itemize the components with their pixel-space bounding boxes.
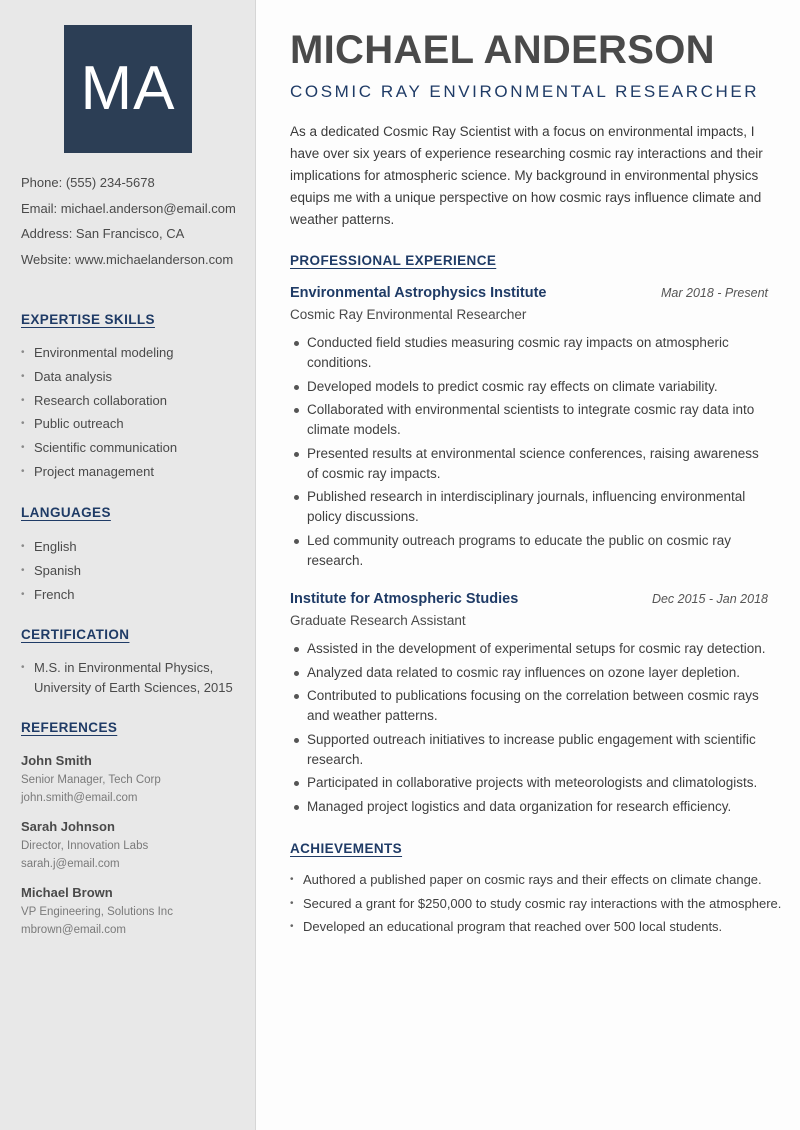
- contact-email: Email: michael.anderson@email.com: [21, 200, 236, 216]
- reference-email: mbrown@email.com: [21, 923, 126, 936]
- achievement-item: • Authored a published paper on cosmic rays and their effects on climate change.: [290, 870, 770, 890]
- reference-email: john.smith@email.com: [21, 791, 138, 804]
- language-item: • English: [21, 537, 246, 557]
- reference-name: Michael Brown: [21, 885, 113, 900]
- skill-item: • Research collaboration: [21, 391, 246, 411]
- candidate-name: MICHAEL ANDERSON: [290, 28, 715, 72]
- languages-list: [21, 537, 246, 608]
- certification-list: [21, 658, 246, 701]
- job-bullet: Analyzed data related to cosmic ray influences on ozone layer depletion.: [290, 663, 768, 683]
- achievement-item: • Developed an educational program that reached over 500 local students.: [290, 917, 770, 937]
- job-role: Graduate Research Assistant: [290, 613, 466, 628]
- languages-heading: LANGUAGES: [21, 505, 111, 520]
- job-bullet: Contributed to publications focusing on the correlation between cosmic rays and weather patterns.: [290, 686, 768, 726]
- language-item: • Spanish: [21, 561, 246, 581]
- skill-item: • Project management: [21, 462, 246, 482]
- job-bullet: Collaborated with environmental scientists to integrate cosmic ray data into climate models.: [290, 400, 768, 440]
- job-date: Mar 2018 - Present: [661, 286, 768, 300]
- job-entry: [290, 284, 768, 575]
- achievements-heading: ACHIEVEMENTS: [290, 841, 403, 856]
- job-bullet: Developed models to predict cosmic ray effects on climate variability.: [290, 377, 768, 397]
- certification-heading: CERTIFICATION: [21, 627, 130, 642]
- candidate-title: COSMIC RAY ENVIRONMENTAL RESEARCHER: [290, 82, 760, 101]
- reference-name: John Smith: [21, 753, 92, 768]
- job-bullets: [290, 333, 768, 571]
- reference-entry: [21, 884, 246, 939]
- reference-title: Senior Manager, Tech Corp: [21, 774, 161, 786]
- contact-address: Address: San Francisco, CA: [21, 226, 185, 241]
- reference-name: Sarah Johnson: [21, 819, 115, 834]
- references-list: [21, 752, 246, 950]
- reference-entry: [21, 818, 246, 873]
- skill-item: • Public outreach: [21, 414, 246, 434]
- job-bullet: Supported outreach initiatives to increase public engagement with scientific research.: [290, 730, 768, 770]
- job-bullet: Conducted field studies measuring cosmic ray impacts on atmospheric conditions.: [290, 333, 768, 373]
- monogram-avatar: MA: [64, 25, 192, 153]
- skill-item: • Scientific communication: [21, 438, 246, 458]
- job-bullet: Managed project logistics and data organization for research efficiency.: [290, 797, 768, 817]
- job-bullet: Assisted in the development of experimental setups for cosmic ray detection.: [290, 639, 768, 659]
- references-heading: REFERENCES: [21, 720, 118, 735]
- certification-item: • M.S. in Environmental Physics, University of Earth Sciences, 2015: [21, 658, 246, 697]
- language-item: • French: [21, 585, 246, 605]
- job-bullet: Published research in interdisciplinary journals, influencing environmental policy discussions.: [290, 487, 768, 527]
- job-bullet: Led community outreach programs to educate the public on cosmic ray research.: [290, 531, 768, 571]
- job-bullets: [290, 639, 768, 817]
- reference-title: VP Engineering, Solutions Inc: [21, 906, 173, 918]
- skills-list: [21, 343, 246, 486]
- job-bullet: Presented results at environmental science conferences, raising awareness of cosmic ray impacts.: [290, 444, 768, 484]
- summary-paragraph: As a dedicated Cosmic Ray Scientist with a focus on environmental impacts, I have over six years of experience researching cosmic ray interactions and their implications for atmospheric science. My background in environmental physics equips me with a unique perspective on how cosmic rays influence climate and weather patterns.: [290, 124, 763, 227]
- contact-website: Website: www.michaelanderson.com: [21, 251, 234, 267]
- contact-info: [21, 170, 251, 272]
- job-role: Cosmic Ray Environmental Researcher: [290, 307, 527, 322]
- reference-entry: [21, 752, 246, 807]
- achievements-list: [290, 870, 782, 941]
- reference-email: sarah.j@email.com: [21, 857, 120, 870]
- job-date: Dec 2015 - Jan 2018: [651, 592, 768, 606]
- job-organization: Institute for Atmospheric Studies: [290, 591, 519, 607]
- job-organization: Environmental Astrophysics Institute: [290, 285, 547, 301]
- skill-item: • Data analysis: [21, 367, 246, 387]
- skills-heading: EXPERTISE SKILLS: [21, 312, 155, 327]
- achievement-item: • Secured a grant for $250,000 to study cosmic ray interactions with the atmosphere.: [290, 894, 770, 914]
- experience-heading: PROFESSIONAL EXPERIENCE: [290, 253, 497, 268]
- sidebar: [0, 0, 256, 1130]
- reference-title: Director, Innovation Labs: [21, 840, 149, 852]
- contact-phone: Phone: (555) 234-5678: [21, 175, 155, 190]
- job-entry: [290, 590, 768, 821]
- job-bullet: Participated in collaborative projects with meteorologists and climatologists.: [290, 773, 768, 793]
- skill-item: • Environmental modeling: [21, 343, 246, 363]
